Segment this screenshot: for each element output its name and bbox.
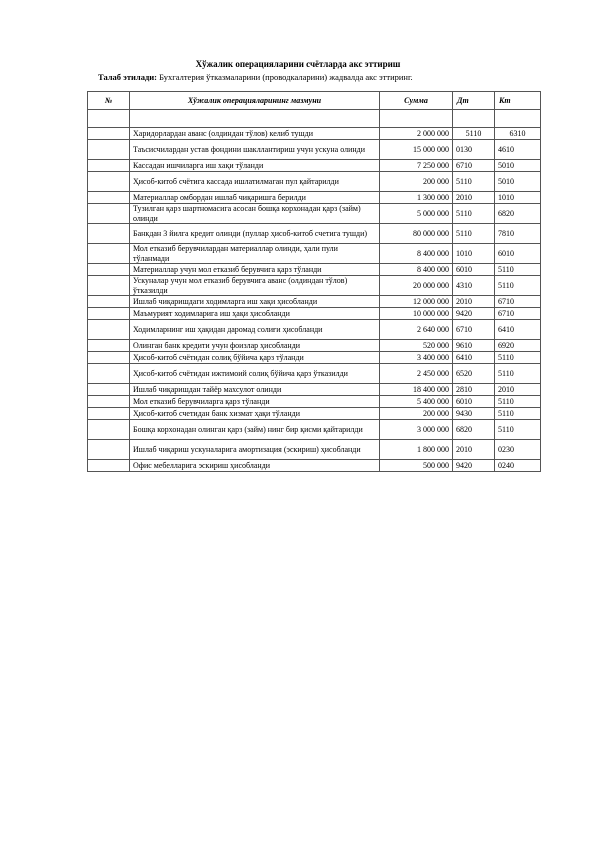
table-row [88,296,541,308]
row-number-cell [88,340,130,352]
debit-account: 6010 [453,264,495,276]
operation-content: Банкдан 3 йилга кредит олинди (пуллар ҳисоб-китоб счетига тушди) [130,224,380,244]
debit-account: 5110 [453,224,495,244]
row-number-cell [88,128,130,140]
credit-account: 1010 [495,192,541,204]
operation-sum: 15 000 000 [380,140,453,160]
operation-sum: 1 800 000 [380,440,453,460]
table-row [88,276,541,296]
table-row [88,140,541,160]
empty-cell [380,110,453,128]
operation-content: Тузилган қарз шартномасига асосан бошқа корхонадан қарз (займ) олинди [130,204,380,224]
credit-account: 6820 [495,204,541,224]
empty-cell [130,110,380,128]
table-row [88,160,541,172]
row-number-cell [88,308,130,320]
operation-content: Материаллар омбордан ишлаб чиқаришга берилди [130,192,380,204]
credit-account: 5110 [495,364,541,384]
debit-account: 4310 [453,276,495,296]
operation-sum: 8 400 000 [380,244,453,264]
task-text: Бухгалтерия ўтказмаларини (проводкаларини) жадвалда акс эттиринг. [159,72,413,82]
row-number-cell [88,204,130,224]
table-row [88,128,541,140]
row-number-cell [88,352,130,364]
empty-cell [495,110,541,128]
operation-content: Ускуналар учун мол етказиб берувчига аванс (олдиндан тўлов) ўтказилди [130,276,380,296]
task-label: Талаб этилади: [98,72,157,82]
debit-account: 1010 [453,244,495,264]
credit-account: 6710 [495,308,541,320]
table-row [88,420,541,440]
table-row [88,244,541,264]
credit-account: 5110 [495,276,541,296]
operation-sum: 5 400 000 [380,396,453,408]
operation-sum: 8 400 000 [380,264,453,276]
credit-account: 6010 [495,244,541,264]
credit-account: 2010 [495,384,541,396]
task-statement [98,72,413,82]
operation-content: Офис мебелларига эскириш ҳисобланди [130,460,380,472]
row-number-cell [88,320,130,340]
credit-account: 5110 [495,396,541,408]
operation-content: Ишлаб чиқариш ускуналарига амортизация (эскириш) ҳисобланди [130,440,380,460]
operation-sum: 2 450 000 [380,364,453,384]
operation-content: Ҳисоб-китоб счётига кассада ишлатилмаган пул қайтарилди [130,172,380,192]
credit-account: 5010 [495,160,541,172]
operation-content: Харидорлардан аванс (олдиндан тўлов) келиб тушди [130,128,380,140]
debit-account: 6010 [453,396,495,408]
operation-content: Ишлаб чиқаришдан тайёр махсулот олинди [130,384,380,396]
table-header-row [88,92,541,110]
credit-account: 0230 [495,440,541,460]
operation-sum: 12 000 000 [380,296,453,308]
debit-account: 2810 [453,384,495,396]
debit-account: 6410 [453,352,495,364]
debit-account: 5110 [453,204,495,224]
credit-account: 6920 [495,340,541,352]
row-number-cell [88,244,130,264]
row-number-cell [88,224,130,244]
operation-content: Олинган банк кредити учун фоизлар ҳисобланди [130,340,380,352]
debit-account: 6710 [453,160,495,172]
table-row [88,364,541,384]
debit-account: 9610 [453,340,495,352]
row-number-cell [88,460,130,472]
operation-sum: 200 000 [380,408,453,420]
debit-account: 6820 [453,420,495,440]
header-number: № [88,92,130,110]
row-number-cell [88,296,130,308]
operation-sum: 500 000 [380,460,453,472]
debit-account: 9420 [453,460,495,472]
credit-account: 5010 [495,172,541,192]
credit-account: 5110 [495,352,541,364]
row-number-cell [88,264,130,276]
table-row [88,352,541,364]
debit-account: 5110 [453,172,495,192]
row-number-cell [88,192,130,204]
operation-sum: 5 000 000 [380,204,453,224]
table-row [88,204,541,224]
table-row [88,384,541,396]
operation-content: Маъмурият ходимларига иш ҳақи ҳисобланди [130,308,380,320]
operation-content: Кассадан ишчиларга иш хақи тўланди [130,160,380,172]
credit-account: 6410 [495,320,541,340]
table-row [88,224,541,244]
operation-sum: 7 250 000 [380,160,453,172]
table-row [88,172,541,192]
debit-account: 2010 [453,296,495,308]
credit-account: 7810 [495,224,541,244]
table-row [88,460,541,472]
debit-account: 6520 [453,364,495,384]
empty-row [88,110,541,128]
row-number-cell [88,440,130,460]
operation-sum: 200 000 [380,172,453,192]
credit-account: 4610 [495,140,541,160]
debit-account: 6710 [453,320,495,340]
operation-sum: 2 000 000 [380,128,453,140]
table-body [88,110,541,472]
credit-account: 5110 [495,420,541,440]
document-title: Хўжалик операцияларини счётларда акс эттириш [195,59,401,69]
header-credit: Кт [495,92,541,110]
row-number-cell [88,364,130,384]
table-row [88,396,541,408]
operation-sum: 80 000 000 [380,224,453,244]
operation-sum: 520 000 [380,340,453,352]
empty-cell [88,110,130,128]
debit-account: 2010 [453,192,495,204]
row-number-cell [88,420,130,440]
table-row [88,308,541,320]
operation-sum: 2 640 000 [380,320,453,340]
operation-content: Материаллар учун мол етказиб берувчига қарз тўланди [130,264,380,276]
table-row [88,264,541,276]
operation-sum: 1 300 000 [380,192,453,204]
table-row [88,192,541,204]
empty-cell [453,110,495,128]
header-content: Хўжалик операцияларининг мазмуни [130,92,380,110]
operation-sum: 18 400 000 [380,384,453,396]
credit-account: 5110 [495,264,541,276]
operation-content: Ишлаб чиқаришдаги ходимларга иш хақи ҳисобланди [130,296,380,308]
debit-account: 2010 [453,440,495,460]
operation-content: Мол етказиб берувчиларга қарз тўланди [130,396,380,408]
table-row [88,440,541,460]
operation-content: Ходимларнинг иш ҳақидан даромад солиғи ҳисобланди [130,320,380,340]
operation-content: Таъсисчилардан устав фондини шакллантириш учун ускуна олинди [130,140,380,160]
row-number-cell [88,396,130,408]
row-number-cell [88,384,130,396]
transactions-table [87,91,541,472]
row-number-cell [88,160,130,172]
credit-account: 5110 [495,408,541,420]
table-row [88,320,541,340]
header-sum: Сумма [380,92,453,110]
debit-account: 9420 [453,308,495,320]
operation-content: Ҳисоб-китоб счётидан солиқ бўйича қарз тўланди [130,352,380,364]
row-number-cell [88,140,130,160]
operation-content: Бошқа корхонадан олинган қарз (займ) нинг бир қисми қайтарилди [130,420,380,440]
operation-sum: 3 000 000 [380,420,453,440]
credit-account: 6710 [495,296,541,308]
operation-sum: 10 000 000 [380,308,453,320]
row-number-cell [88,408,130,420]
operation-sum: 3 400 000 [380,352,453,364]
operation-content: Ҳисоб-китоб счётидан ижтимоий солиқ бўйича қарз ўтказилди [130,364,380,384]
header-debit: Дт [453,92,495,110]
debit-account: 9430 [453,408,495,420]
operation-content: Мол етказиб берувчилардан материаллар олинди, ҳали пули тўланмади [130,244,380,264]
row-number-cell [88,276,130,296]
row-number-cell [88,172,130,192]
operation-sum: 20 000 000 [380,276,453,296]
table-row [88,408,541,420]
credit-account: 0240 [495,460,541,472]
operation-content: Ҳисоб-китоб счетидан банк хизмат ҳақи тўланди [130,408,380,420]
debit-account: 0130 [453,140,495,160]
debit-account: 5110 [453,128,495,140]
table-row [88,340,541,352]
credit-account: 6310 [495,128,541,140]
